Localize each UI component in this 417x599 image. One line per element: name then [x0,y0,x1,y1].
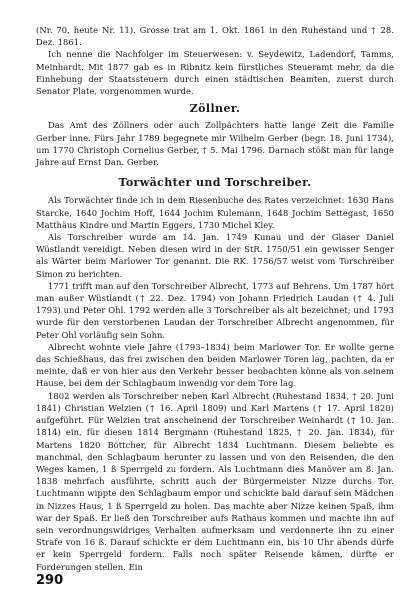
paragraph: Als Torwächter finde ich in dem Riesenbuche des Rates verzeichnet: 1630 Hans Starcke, 1640 Jochim Hoff, 1644 Jochim Kulemann, 1648 Jochim Settegast, 1650 Matthäus Kindre und Martin Eggers, 1730 Michel Kley. [36,195,394,230]
paragraph: Als Torschreiber wurde am 14. Jan. 1749 Kunau und der Glaser Daniel Wüstlandt vereidigt. Neben diesen wird in der StR. 1750/51 ein gewisser Senger als Wärter beim Marlower Tor genannt. Die RK. 1756/57 weist vom Torschreiber Simon zu berichten. [36,232,394,279]
paragraph: Albrecht wohnte viele Jahre (1793–1834) beim Marlower Tor. Er wollte gerne das Schießhaus, das frei zwischen den beiden Marlower Toren lag, pachten, da er meinte, daß er von hier aus den Verkehr besser beobachten könne als von seinem Hause, bei dem der Schlagbaum inwendig vor dem Tore lag. [36,341,394,389]
section-heading-zoellner: Zöllner. [189,102,241,116]
paragraph: Das Amt des Zöllners oder auch Zollpächters hatte lange Zeit die Familie Gerber inne. Fürs Jahr 1789 begegnete mir Wilhelm Gerber (begr. 18. Juni 1734), um 1770 Christoph Cornelius Gerber, † 5. Mai 1796. Darnach stößt man für lange Jahre auf Ernst Dan. Gerber. [36,120,394,168]
section-heading-torwaechter: Torwächter und Torschreiber. [118,176,312,190]
page-number: 290 [36,573,64,588]
paragraph: Ich nenne die Nachfolger im Steuerwesen: v. Seydewitz, Ladendorf, Tamms, Meinhardt. Mit 1877 gab es in Ribnitz kein fürstliches Steueramt mehr, da die Einhebung der Staatssteuern durch einen städtischen Beamten, zuerst durch Senator Plate, vorgenommen wurde. [36,49,394,97]
paragraph: 1771 trifft man auf den Torschreiber Albrecht, 1773 auf Behrens. Um 1787 hört man außer Wüstlandt († 22. Dez. 1794) von Johann Friedrich Laudan († 4. Juli 1793) und Peter Ohl. 1792 werden alle 3 Torschreiber als alt bezeichnet; und 1793 wurde für den verstorbenen Laudan der Torschreiber Albrecht angenommen, für Peter Ohl vorläufig sein Sohn. [36,280,394,340]
paragraph: 1802 werden als Torschreiber neben Karl Albrecht (Ruhestand 1834, † 20. Juni 1841) Christian Welzien († 16. April 1809) und Karl Martens († 17. April 1820) aufgeführt. Für Welzien trat anscheinend der Torschreiber Weinhardt († 10. Jan. 1814) ein, für diesen 1814 Bergmann (Ruhestand 1825, † 20. Jan. 1834), für Martens 1820 Böttcher, für Albrecht 1834 Luchtmann. Diesem beliebte es manchmal, den Schlagbaum herunter zu lassen und von den Reisenden, die den Weges kamen, 1 ß Sperrgeld zu fordern. Als Luchtmann dies Manöver am 8. Jan. 1838 mehrfach ausführte, schritt auch der Bürgermeister Nizze durchs Tor. Luchtmann wippte den Schlagbaum empor und schickte bald darauf sein Mädchen in Nizzes Haus, 1 ß Sperrgeld zu holen. Das machte aber Nizze keinen Spaß, ihm war der Spaß. Er ließ den Torschreiber aufs Rathaus kommen und machte ihn auf sein verordnungswidriges Verhalten aufmerksam und verdonnerte ihn zu einer Strafe von 16 ß. Darauf schickte er dem Luchtmann ein, bis 10 Uhr abends dürfe er kein Sperrgeld fordern. Falls noch später Reisende kämen, dürfte er Forderungen stellen. Ein [36,390,394,572]
page-body [36,24,394,573]
paragraph: (Nr. 70, heute Nr. 11). Grosse trat am 1. Okt. 1861 in den Ruhestand und † 28. Dez. 1861. [36,25,394,48]
